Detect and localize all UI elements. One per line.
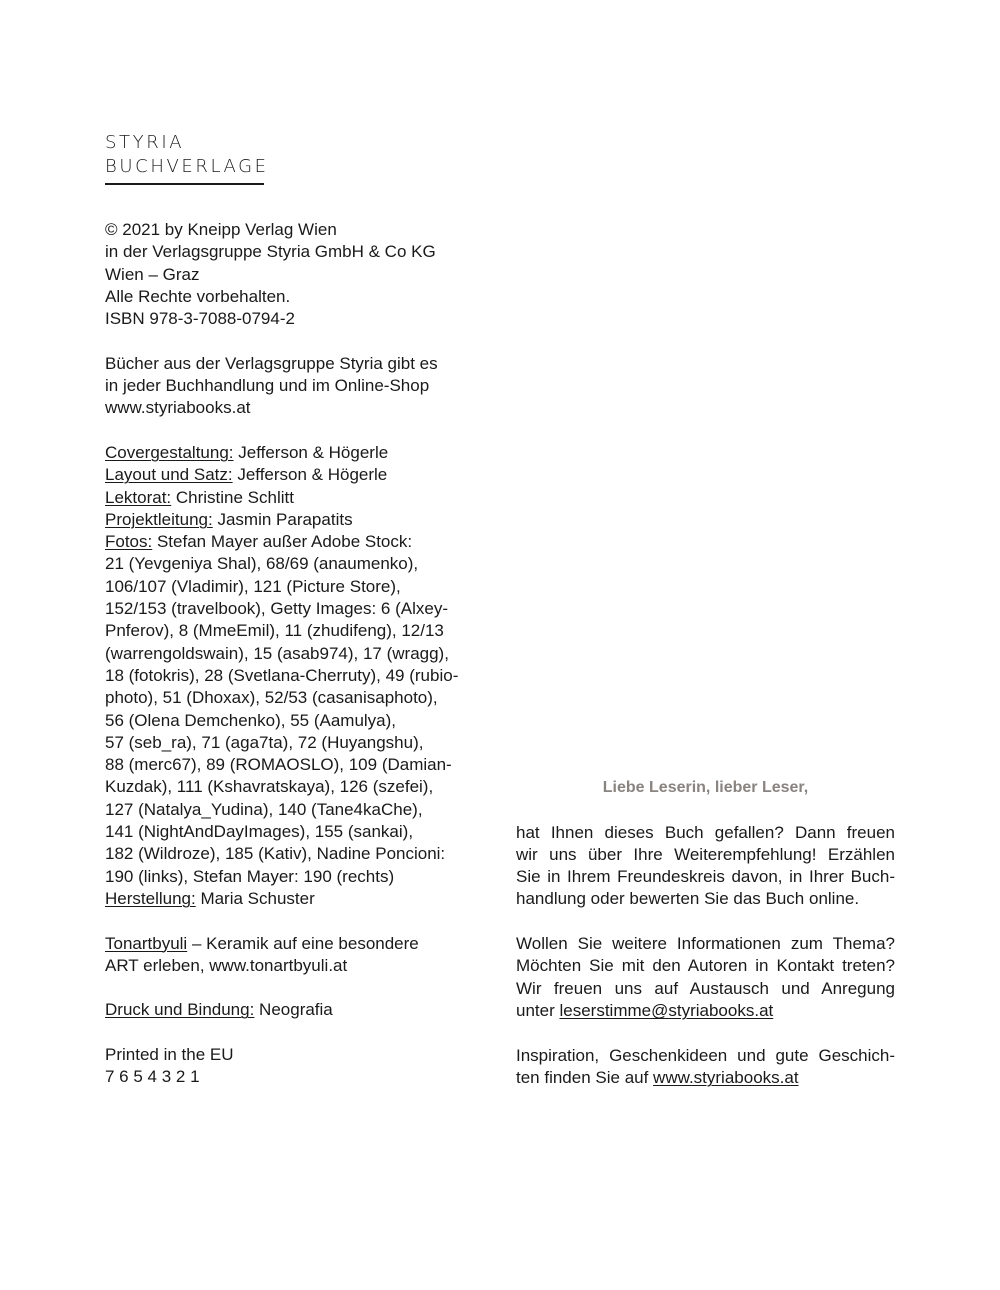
photo-credit-line: 152/153 (travelbook), Getty Images: 6 (Alxey- (105, 599, 448, 619)
logo-line-1: STYRIA (105, 132, 185, 153)
logo-line-2: BUCHVERLAGE (105, 156, 269, 177)
druck-block (105, 999, 485, 1021)
reader-letter (516, 777, 895, 1111)
tonart-line-1 (105, 933, 485, 955)
location-line: Wien – Graz (105, 264, 200, 284)
photo-credit-line: 57 (seb_ra), 71 (aga7ta), 72 (Huyangshu), (105, 732, 424, 752)
druck-label: Druck und Bindung: (105, 1000, 255, 1020)
tonart-rest: – Keramik auf eine besondere (187, 933, 419, 953)
tonart-label: Tonartbyuli (105, 933, 188, 953)
credit-layout-value: Jefferson & Högerle (232, 465, 388, 485)
printed-line: Printed in the EU (105, 1044, 234, 1064)
email-link[interactable]: leserstimme@styriabooks.at (559, 1000, 774, 1020)
credit-cover-value: Jefferson & Högerle (233, 442, 389, 462)
credit-herstellung-label: Herstellung: (105, 888, 196, 908)
print-run-line: 7 6 5 4 3 2 1 (105, 1067, 200, 1087)
credit-fotos-label: Fotos: (105, 532, 153, 552)
photo-credit-line: 56 (Olena Demchenko), 55 (Aamulya), (105, 710, 397, 730)
credit-projekt (105, 509, 485, 531)
credit-lektorat-label: Lektorat: (105, 487, 172, 507)
shop-block (105, 353, 485, 420)
website-prefix: ten finden Sie auf (516, 1067, 654, 1087)
credit-cover-label: Covergestaltung: (105, 442, 234, 462)
credit-herstellung (105, 888, 485, 910)
logo-underline (105, 183, 264, 185)
printed-block (105, 1044, 485, 1089)
isbn-line: ISBN 978-3-7088-0794-2 (105, 309, 295, 329)
photo-credit-line: (warrengoldswain), 15 (asab974), 17 (wragg), (105, 643, 449, 663)
letter-line (516, 1067, 895, 1089)
shop-line-1: Bücher aus der Verlagsgruppe Styria gibt es (105, 353, 438, 373)
shop-line-2: in jeder Buchhandlung und im Online-Shop (105, 376, 430, 396)
publisher-logo (105, 131, 269, 185)
letter-line: Wollen Sie weitere Informationen zum Thema? (516, 934, 895, 954)
letter-line: handlung oder bewerten Sie das Buch online. (516, 889, 860, 909)
photo-credit-line: 141 (NightAndDayImages), 155 (sankai), (105, 822, 414, 842)
druck-value: Neografia (254, 1000, 333, 1020)
credit-lektorat-value: Christine Schlitt (171, 487, 294, 507)
shop-url: www.styriabooks.at (105, 398, 251, 418)
letter-line: Möchten Sie mit den Autoren in Kontakt treten? (516, 956, 895, 976)
imprint-column (105, 219, 485, 1111)
photo-credit-line: Pnferov), 8 (MmeEmil), 11 (zhudifeng), 12/13 (105, 621, 444, 641)
credit-cover (105, 442, 485, 464)
credits-block (105, 442, 485, 910)
letter-line: hat Ihnen dieses Buch gefallen? Dann freuen (516, 822, 895, 842)
druck-line (105, 999, 485, 1021)
letter-paragraph-3 (516, 1045, 895, 1090)
tonart-block (105, 933, 485, 978)
photo-credit-line: 18 (fotokris), 28 (Svetlana-Cherruty), 49 (rubio- (105, 665, 459, 685)
credit-herstellung-value: Maria Schuster (195, 888, 315, 908)
rights-line: Alle Rechte vorbehalten. (105, 286, 291, 306)
tonart-line-2: ART erleben, www.tonartbyuli.at (105, 955, 348, 975)
letter-line: Sie in Ihrem Freundeskreis davon, in Ihrer Buch- (516, 867, 895, 887)
letter-line (516, 1000, 895, 1022)
credit-fotos (105, 531, 485, 553)
letter-line: wir uns über Ihre Weiterempfehlung! Erzählen (516, 844, 895, 864)
photo-credit-line: 21 (Yevgeniya Shal), 68/69 (anaumenko), (105, 554, 419, 574)
letter-greeting: Liebe Leserin, lieber Leser, (602, 779, 809, 796)
copyright-block (105, 219, 485, 330)
credit-fotos-value: Stefan Mayer außer Adobe Stock: (152, 532, 413, 552)
credit-layout-label: Layout und Satz: (105, 465, 233, 485)
photo-credit-line: 88 (merc67), 89 (ROMAOSLO), 109 (Damian- (105, 755, 452, 775)
photo-credit-line: 182 (Wildroze), 185 (Kativ), Nadine Poncioni: (105, 844, 446, 864)
website-link[interactable]: www.styriabooks.at (653, 1067, 799, 1087)
letter-paragraph-2 (516, 933, 895, 1022)
photo-credit-line: photo), 51 (Dhoxax), 52/53 (casanisaphoto), (105, 688, 438, 708)
photo-credit-line: 127 (Natalya_Yudina), 140 (Tane4kaChe), (105, 799, 423, 819)
credit-lektorat (105, 487, 485, 509)
photo-credit-line: 190 (links), Stefan Mayer: 190 (rechts) (105, 866, 395, 886)
copyright-line: © 2021 by Kneipp Verlag Wien (105, 220, 337, 239)
photo-credit-line: Kuzdak), 111 (Kshavratskaya), 126 (szefei), (105, 777, 434, 797)
letter-paragraph-1 (516, 822, 895, 911)
letter-line: Inspiration, Geschenkideen und gute Geschich- (516, 1045, 895, 1065)
email-prefix: unter (516, 1000, 560, 1020)
publisher-group-line: in der Verlagsgruppe Styria GmbH & Co KG (105, 242, 436, 262)
credit-projekt-label: Projektleitung: (105, 509, 213, 529)
credit-layout (105, 464, 485, 486)
credit-projekt-value: Jasmin Parapatits (212, 509, 353, 529)
letter-line: Wir freuen uns auf Austausch und Anregung (516, 978, 895, 998)
photo-credit-line: 106/107 (Vladimir), 121 (Picture Store), (105, 576, 401, 596)
